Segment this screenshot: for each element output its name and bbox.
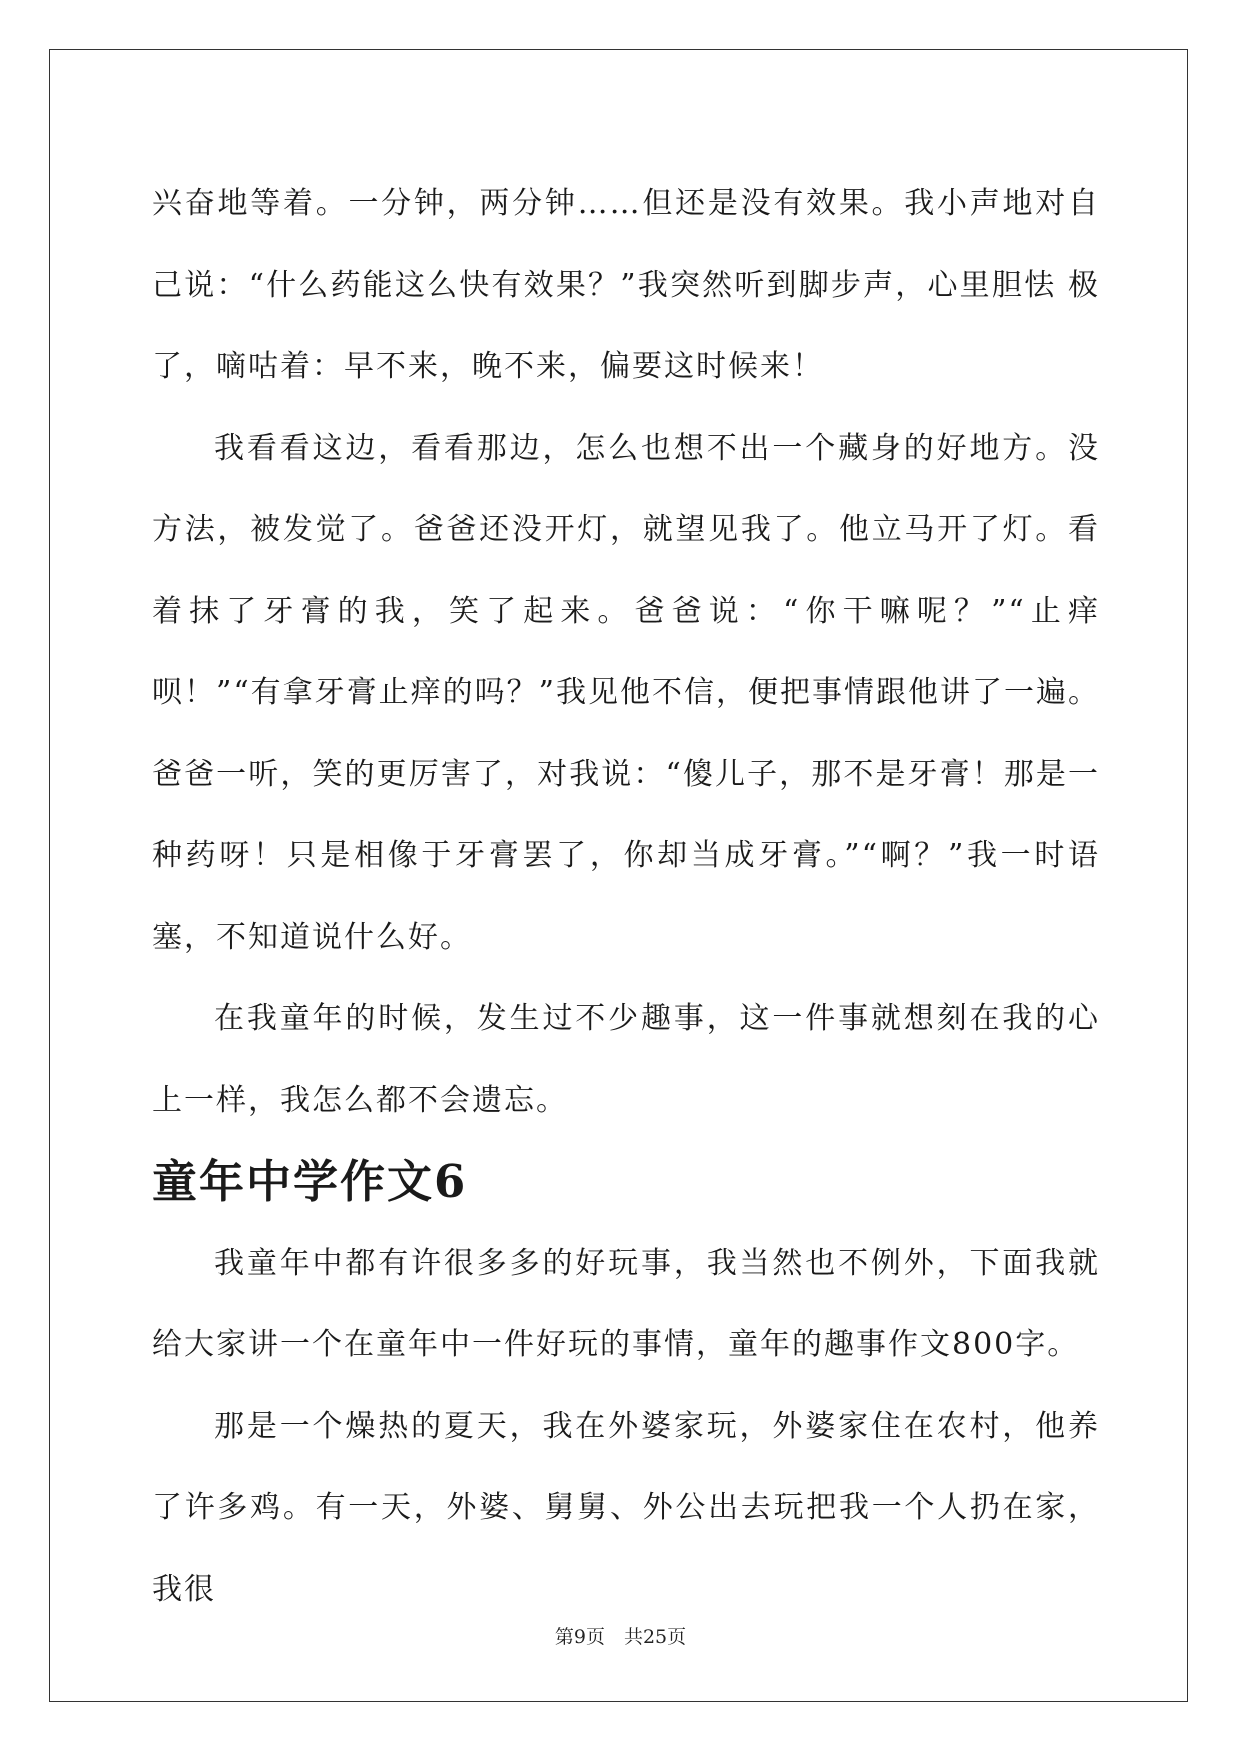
- paragraph-4: 我童年中都有许很多多的好玩事，我当然也不例外，下面我就给大家讲一个在童年中一件好玩的事情，童年的趣事作文800字。: [152, 1245, 1100, 1362]
- paragraph-2: 我看看这边，看看那边，怎么也想不出一个藏身的好地方。没方法，被发觉了。爸爸还没开灯，就望见我了。他立马开了灯。看着抹了牙膏的我，笑了起来。爸爸说：“你干嘛呢？”“止痒呗！”“有拿牙膏止痒的吗？”我见他不信，便把事情跟他讲了一遍。爸爸一听，笑的更厉害了，对我说：“傻儿子，那不是牙膏！那是一种药呀！只是相像于牙膏罢了，你却当成牙膏。”“啊？”我一时语塞，不知道说什么好。: [152, 430, 1101, 955]
- document-body: [152, 163, 1100, 1630]
- paragraph-1: 兴奋地等着。一分钟，两分钟……但还是没有效果。我小声地对自己说：“什么药能这么快有效果？”我突然听到脚步声，心里胆怯 极了，嘀咕着：早不来，晚不来，偏要这时候来！: [152, 186, 1100, 384]
- section-heading: 童年中学作文6: [152, 1155, 468, 1208]
- page-number-footer: 第9页 共25页: [554, 1626, 687, 1648]
- paragraph-5: 那是一个燥热的夏天，我在外婆家玩，外婆家住在农村，他养了许多鸡。有一天，外婆、舅舅、外公出去玩把我一个人扔在家，我很: [152, 1408, 1100, 1607]
- paragraph-3: 在我童年的时候，发生过不少趣事，这一件事就想刻在我的心上一样，我怎么都不会遗忘。: [152, 1001, 1100, 1118]
